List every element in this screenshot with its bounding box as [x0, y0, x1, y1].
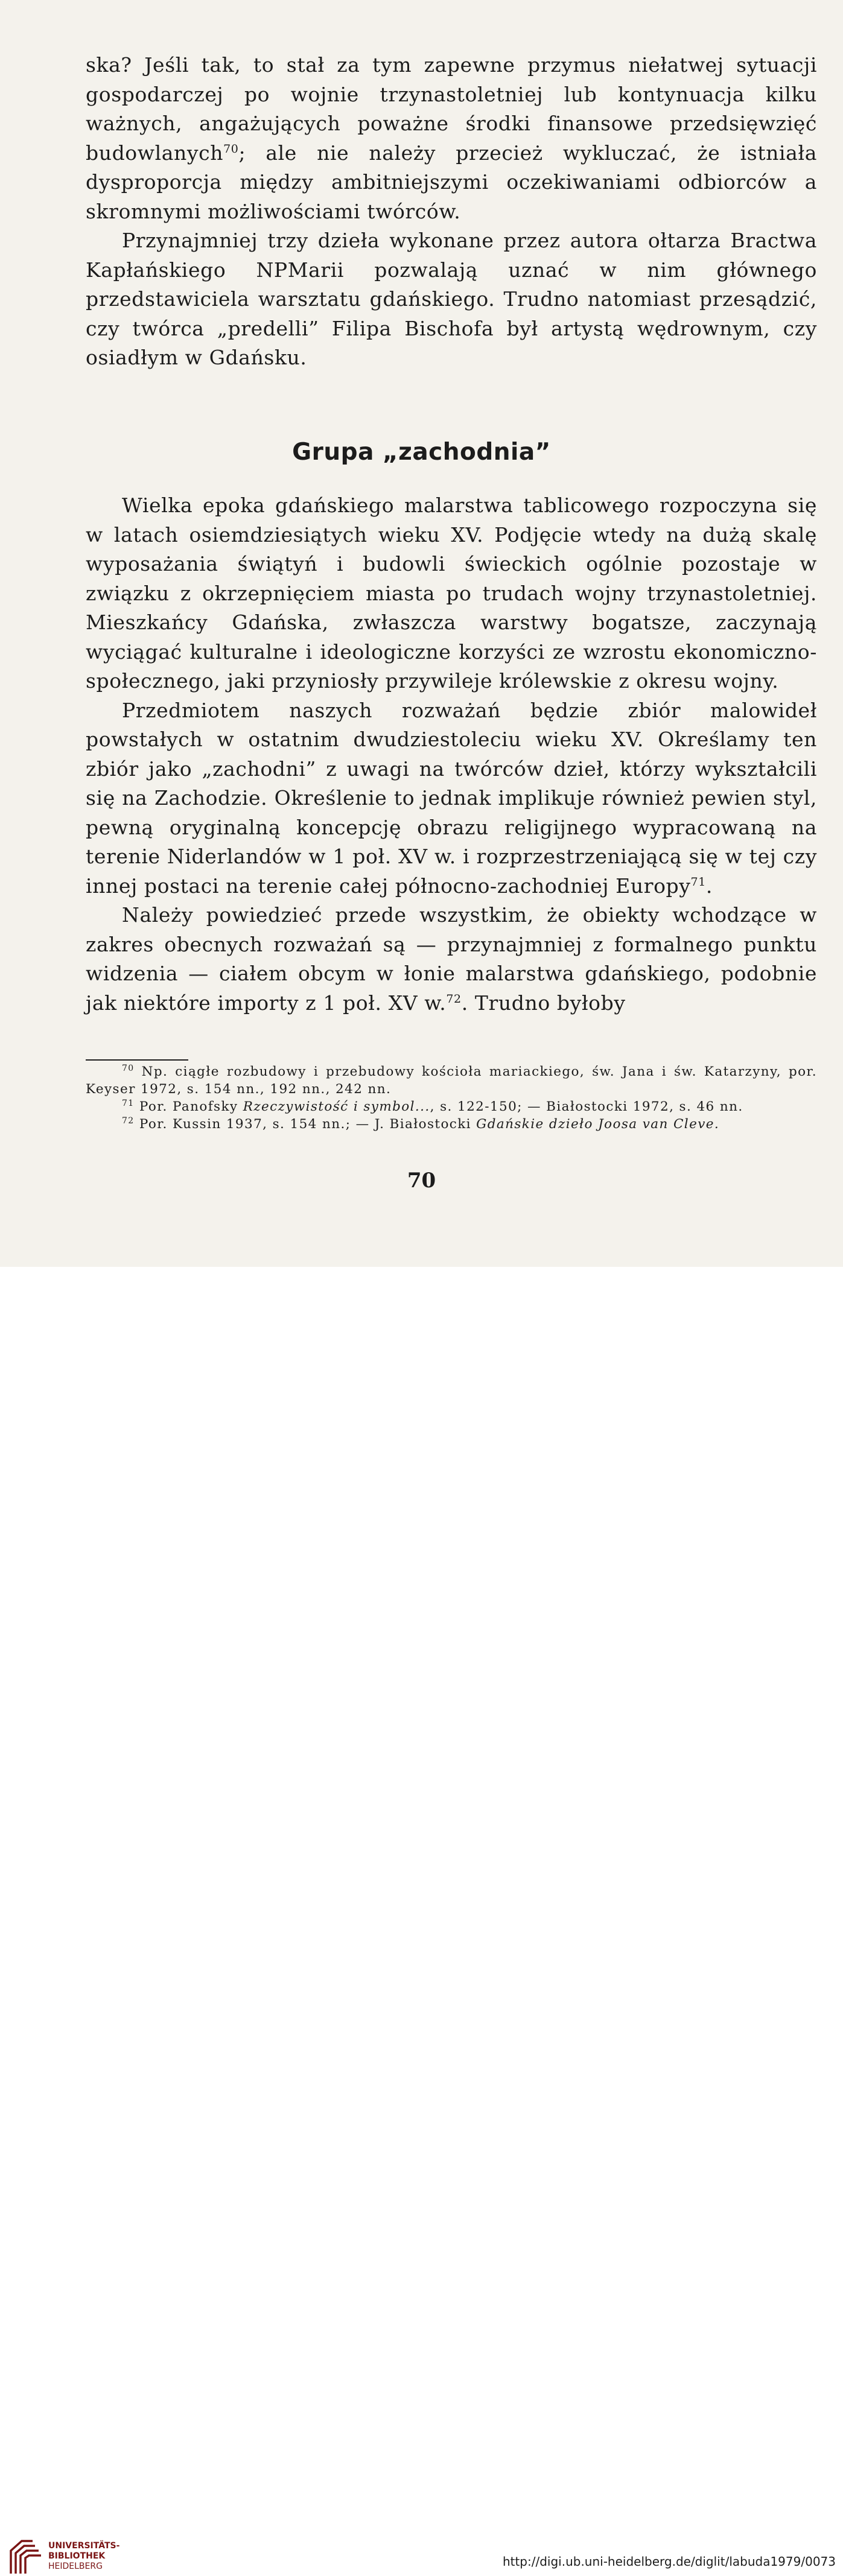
footnote: $^{72}$ Por. Kussin 1937, s. 154 nn.; — J. Białostocki Gdańskie dzieło Joosa van Cleve. [122, 1115, 720, 1132]
footnote: $^{70}$ Np. ciągłe rozbudowy i przebudowy kościoła mariackiego, św. Jana i św. Katarzyny, por. Keyser 1972, s. 154 nn., 192 nn., 242 nn. [86, 1063, 817, 1097]
footnote-ref[interactable]: 70 [223, 142, 239, 156]
footnote-divider [86, 1059, 188, 1061]
footnote-ref[interactable]: 71 [690, 875, 706, 889]
footnote-ref[interactable]: 72 [446, 992, 462, 1006]
footnotes [86, 1063, 817, 1133]
body-text-main [86, 491, 817, 1018]
scanned-page [0, 0, 843, 1267]
paragraph: Przedmiotem naszych rozważań będzie zbiór malowideł powstałych w ostatnim dwudziestoleciu wieku XV. Określamy ten zbiór jako „zachodni” z uwagi na twórców dzieł, którzy wykształcili się na Zachodzie. Określenie to jednak implikuje również pewien styl, pewną oryginalną koncepcję obrazu religijnego wypracowaną na terenie Niderlandów w 1 poł. XV w. i rozprzestrzeniającą się w tej czy innej postaci na terenie całej północno-zachodniej Europy$^{71}$. [86, 698, 817, 898]
footnote-number: 70 [122, 1063, 135, 1073]
footnote-number: 71 [122, 1098, 135, 1108]
cited-title: Rzeczywistość i symbol... [243, 1099, 430, 1114]
paragraph: ska? Jeśli tak, to stał za tym zapewne przymus niełatwej sytuacji gospodarczej po wojnie trzynastoletniej lub kontynuacja kilku ważnych, angażujących poważne środki finansowe przedsięwzięć budowlanych$^{70}$; ale nie należy przecież wykluczać, że istniała dysproporcja między ambitniejszymi oczekiwaniami odbiorców a skromnymi możliwościami twórców. [86, 53, 817, 223]
section-heading: Grupa „zachodnia” [292, 439, 551, 466]
footnote: $^{71}$ Por. Panofsky Rzeczywistość i symbol..., s. 122-150; — Białostocki 1972, s. 46 nn. [122, 1098, 743, 1114]
paragraph: Przynajmniej trzy dzieła wykonane przez autora ołtarza Bractwa Kapłańskiego NPMarii pozwalają uznać w nim głównego przedstawiciela warsztatu gdańskiego. Trudno natomiast przesądzić, czy twórca „predelli” Filipa Bischofa był artystą wędrownym, czy osiadłym w Gdańsku. [86, 229, 817, 369]
library-logo-icon [8, 2539, 43, 2576]
library-name: UNIVERSITÄTS- BIBLIOTHEK HEIDELBERG [48, 2541, 120, 2571]
paragraph: Wielka epoka gdańskiego malarstwa tablicowego rozpoczyna się w latach osiemdziesiątych wieku XV. Podjęcie wtedy na dużą skalę wyposażania świątyń i budowli świeckich ogólnie pozostaje w związku z okrzepnięciem miasta po trudach wojny trzynastoletniej. Mieszkańcy Gdańska, zwłaszcza warstwy bogatsze, zaczynają wyciągać kulturalne i ideologiczne korzyści ze wzrostu ekonomiczno-społecznego, jaki przyniosły przywileje królewskie z okresu wojny. [86, 493, 817, 693]
cited-title: Gdańskie dzieło Joosa van Cleve. [476, 1117, 720, 1132]
footer-bar [0, 1267, 843, 2571]
source-url-link[interactable]: http://digi.ub.uni-heidelberg.de/diglit/labuda1979/0073 [502, 2554, 836, 2569]
paragraph: Należy powiedzieć przede wszystkim, że obiekty wchodzące w zakres obecnych rozważań są — przynajmniej z formalnego punktu widzenia — ciałem obcym w łonie malarstwa gdańskiego, podobnie jak niektóre importy z 1 poł. XV w.$^{72}$. Trudno byłoby [86, 903, 817, 1015]
footnote-number: 72 [122, 1115, 135, 1126]
page-number: 70 [407, 1169, 436, 1193]
body-text-top [86, 51, 817, 373]
